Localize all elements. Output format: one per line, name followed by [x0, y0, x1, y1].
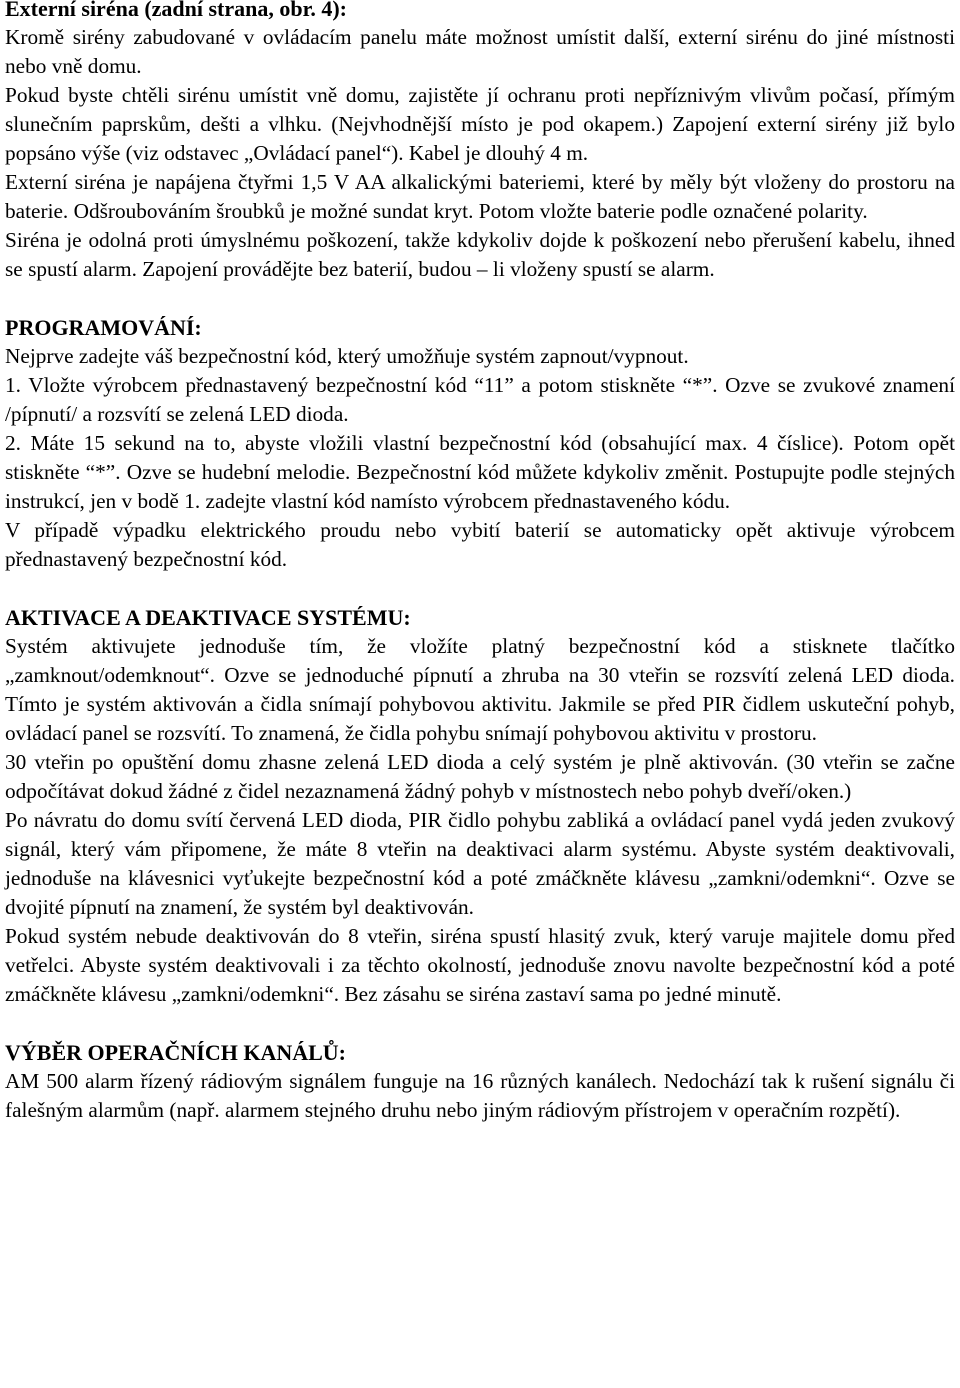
section-heading: Externí siréna (zadní strana, obr. 4): — [5, 0, 348, 21]
paragraph: Pokud byste chtěli sirénu umístit vně domu, zajistěte jí ochranu proti nepříznivým vlivům počasí, přímým slunečním paprskům, dešti a vlhku. (Nejvhodnější místo je pod okapem.) Zapojení externí sirény již bylo popsáno výše (viz odstavec „Ovládací panel“). Kabel je dlouhý 4 m. — [5, 83, 955, 165]
paragraph: 2. Máte 15 sekund na to, abyste vložili vlastní bezpečnostní kód (obsahující max. 4 číslice). Potom opět stiskněte “*”. Ozve se hudební melodie. Bezpečnostní kód můžete kdykoliv změnit. Postupujte podle stejných instrukcí, jen v bodě 1. zadejte vlastní kód namísto výrobcem přednastaveného kódu. — [5, 431, 955, 513]
paragraph: AM 500 alarm řízený rádiovým signálem funguje na 16 různých kanálech. Nedochází tak k rušení signálu či falešným alarmům (např. alarmem stejného druhu nebo jiným rádiovým přístrojem v operačním rozpětí). — [5, 1069, 955, 1122]
section-heading: PROGRAMOVÁNÍ: — [5, 315, 202, 340]
section-external-siren — [5, 0, 955, 284]
section-activation — [5, 603, 955, 1009]
section-channel-selection — [5, 1038, 955, 1125]
paragraph: Systém aktivujete jednoduše tím, že vložíte platný bezpečnostní kód a stisknete tlačítko „zamknout/odemknout“. Ozve se jednoduché pípnutí a zhruba na 30 vteřin se rozsvítí zelená LED dioda. Tímto je systém aktivován a čidla snímají pohybovou aktivitu. Jakmile se před PIR čidlem uskuteční pohyb, ovládací panel se rozsvítí. To znamená, že čidla pohybu snímají pohybovou aktivitu v prostoru. — [5, 634, 955, 745]
spacer — [5, 284, 955, 313]
paragraph: Siréna je odolná proti úmyslnému poškození, takže kdykoliv dojde k poškození nebo přerušení kabelu, ihned se spustí alarm. Zapojení provádějte bez baterií, budou – li vloženy spustí se alarm. — [5, 228, 955, 281]
paragraph: Externí siréna je napájena čtyřmi 1,5 V AA alkalickými bateriemi, které by měly být vloženy do prostoru na baterie. Odšroubováním šroubků je možné sundat kryt. Potom vložte baterie podle označené polarity. — [5, 170, 955, 223]
paragraph: 30 vteřin po opuštění domu zhasne zelená LED dioda a celý systém je plně aktivován. (30 vteřin se začne odpočítávat dokud žádné z čidel nezaznamená žádný pohyb v místnostech nebo pohyb dveří/oken.) — [5, 750, 955, 803]
spacer — [5, 574, 955, 603]
paragraph: 1. Vložte výrobcem přednastavený bezpečnostní kód “11” a potom stiskněte “*”. Ozve se zvukové znamení /pípnutí/ a rozsvítí se zelená LED dioda. — [5, 373, 955, 426]
section-heading: VÝBĚR OPERAČNÍCH KANÁLŮ: — [5, 1040, 347, 1065]
paragraph: Kromě sirény zabudované v ovládacím panelu máte možnost umístit další, externí sirénu do jiné místnosti nebo vně domu. — [5, 25, 955, 78]
section-programming — [5, 313, 955, 574]
paragraph: V případě výpadku elektrického proudu nebo vybití baterií se automaticky opět aktivuje výrobcem přednastavený bezpečnostní kód. — [5, 518, 955, 571]
spacer — [5, 1009, 955, 1038]
paragraph: Nejprve zadejte váš bezpečnostní kód, který umožňuje systém zapnout/vypnout. — [5, 344, 689, 368]
section-heading: AKTIVACE A DEAKTIVACE SYSTÉMU: — [5, 605, 411, 630]
paragraph: Po návratu do domu svítí červená LED dioda, PIR čidlo pohybu zabliká a ovládací panel vydá jeden zvukový signál, který vám připomene, že máte 8 vteřin na deaktivaci alarm systému. Abyste systém deaktivovali, jednoduše na klávesnici vyťukejte bezpečnostní kód a poté zmáčkněte klávesu „zamkni/odemkni“. Ozve se dvojité pípnutí na znamení, že systém byl deaktivován. — [5, 808, 955, 919]
paragraph: Pokud systém nebude deaktivován do 8 vteřin, siréna spustí hlasitý zvuk, který varuje majitele domu před vetřelci. Abyste systém deaktivovali i za těchto okolností, jednoduše znovu navolte bezpečnostní kód a poté zmáčkněte klávesu „zamkni/odemkni“. Bez zásahu se siréna zastaví sama po jedné minutě. — [5, 924, 955, 1006]
